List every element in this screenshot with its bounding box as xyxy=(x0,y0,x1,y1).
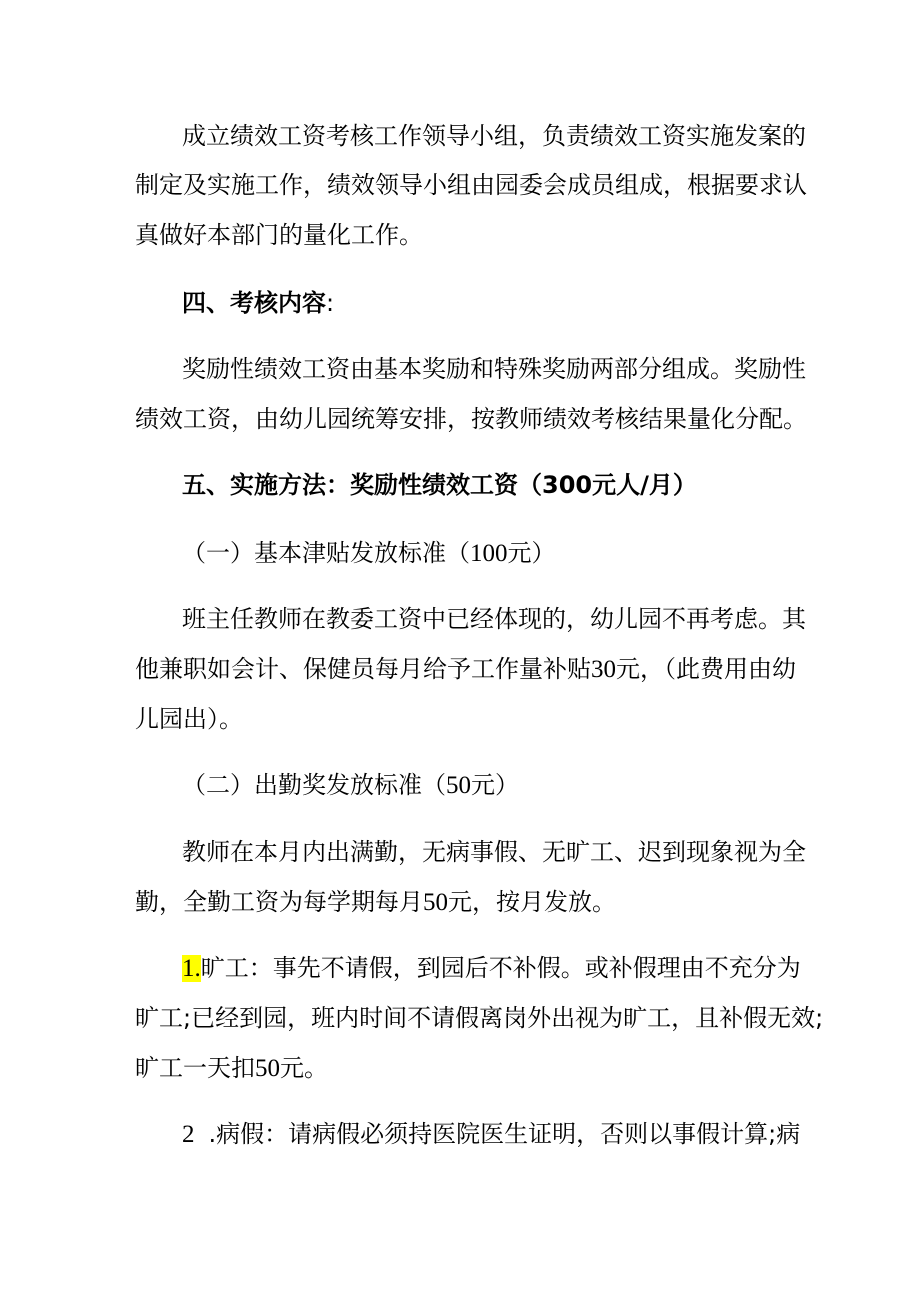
paragraph-3-line-2 xyxy=(135,643,796,695)
subheading-attendance-bonus-prefix: （二）出勤奖发放标准（ xyxy=(182,771,446,799)
subheading-basic-allowance-prefix: （一）基本津贴发放标准（ xyxy=(182,539,470,567)
paragraph-4-line-2 xyxy=(135,876,616,928)
subheading-basic-allowance xyxy=(182,527,556,579)
paragraph-1-line-3: 真做好本部门的量化工作。 xyxy=(135,221,423,249)
paragraph-4-line-1: 教师在本月内出满勤，无病事假、无旷工、迟到现象视为全 xyxy=(182,838,806,866)
item-1-line-3-suffix: 元。 xyxy=(280,1054,328,1082)
item-1-line-3 xyxy=(135,1042,328,1094)
paragraph-3-line-2-amount: 30 xyxy=(591,656,616,683)
paragraph-3-line-2-prefix: 他兼职如会计、保健员每月给予工作量补贴 xyxy=(135,655,591,683)
item-1-line-2: 旷工;已经到园，班内时间不请假离岗外出视为旷工，且补假无效; xyxy=(135,1004,824,1032)
paragraph-4-line-2-prefix: 勤，全勤工资为每学期每月 xyxy=(135,888,423,916)
paragraph-4-line-2-suffix: 元，按月发放。 xyxy=(448,888,616,916)
paragraph-2-line-1: 奖励性绩效工资由基本奖励和特殊奖励两部分组成。奖励性 xyxy=(182,355,806,383)
paragraph-3-line-3: 儿园出）。 xyxy=(135,705,243,733)
paragraph-4-line-2-amount: 50 xyxy=(423,889,448,916)
item-2-number: 2 xyxy=(182,1121,195,1148)
subheading-attendance-bonus-suffix: 元） xyxy=(471,771,519,799)
subheading-basic-allowance-suffix: 元） xyxy=(507,539,556,567)
subheading-attendance-bonus xyxy=(182,759,519,811)
section-heading-4-colon: : xyxy=(326,289,335,317)
section-heading-5: 五、实施方法：奖励性绩效工资（300元人/月） xyxy=(182,471,697,499)
subheading-attendance-bonus-amount: 50 xyxy=(446,772,471,799)
item-1-number-highlighted: 1. xyxy=(182,955,201,982)
paragraph-1-line-2: 制定及实施工作，绩效领导小组由园委会成员组成，根据要求认 xyxy=(135,171,807,199)
section-heading-4-text: 四、考核内容 xyxy=(182,289,326,317)
paragraph-3-line-1: 班主任教师在教委工资中已经体现的，幼儿园不再考虑。其 xyxy=(182,605,806,633)
item-1-line-3-prefix: 旷工一天扣 xyxy=(135,1054,255,1082)
item-2-line-1 xyxy=(182,1108,800,1160)
item-1-line-1-text: 旷工：事先不请假，到园后不补假。或补假理由不充分为 xyxy=(200,954,801,982)
item-1-line-1 xyxy=(182,942,801,994)
item-1-line-3-amount: 50 xyxy=(255,1055,280,1082)
subheading-basic-allowance-amount: 100 xyxy=(470,540,508,567)
item-2-line-1-text: .病假：请病假必须持医院医生证明，否则以事假计算;病 xyxy=(208,1120,801,1148)
section-heading-4 xyxy=(182,277,334,329)
paragraph-3-line-2-suffix: 元，（此费用由幼 xyxy=(616,655,796,683)
paragraph-2-line-2: 绩效工资，由幼儿园统筹安排，按教师绩效考核结果量化分配。 xyxy=(135,405,807,433)
paragraph-1-line-1: 成立绩效工资考核工作领导小组，负责绩效工资实施发案的 xyxy=(182,122,806,150)
